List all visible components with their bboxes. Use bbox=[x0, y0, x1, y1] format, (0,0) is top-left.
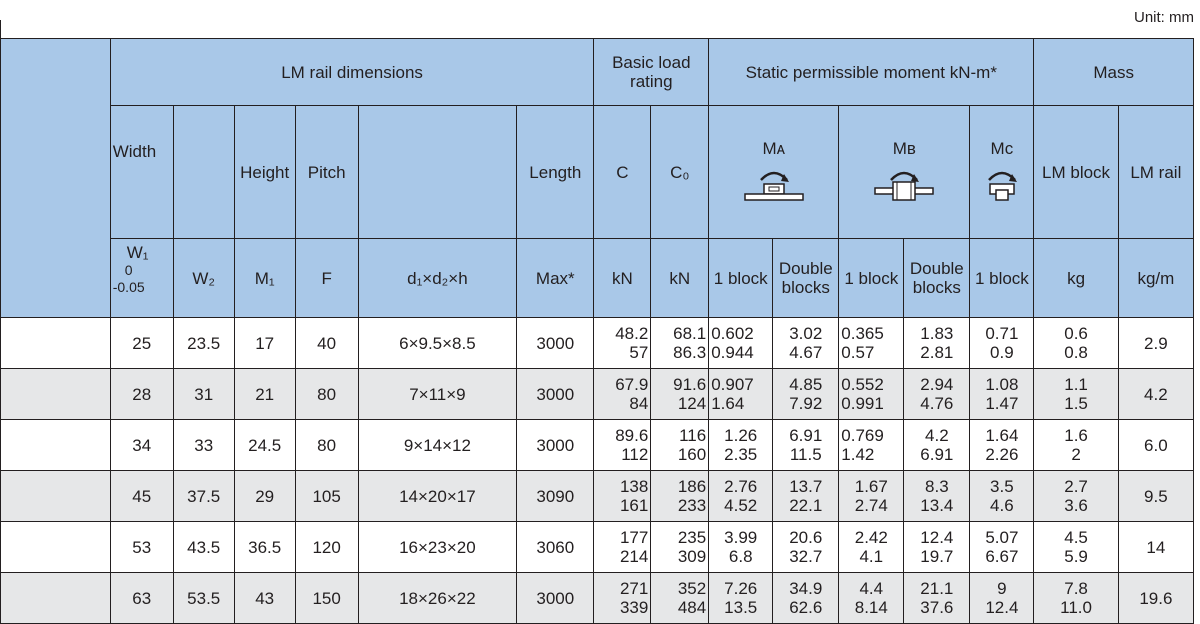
cell-mb2 bbox=[904, 318, 970, 369]
mc-label: Mᴄ bbox=[990, 138, 1014, 158]
header-static-moment: Static permissible moment kN-m* bbox=[709, 39, 1034, 106]
cell-c bbox=[594, 522, 651, 573]
cell-m1: 21 bbox=[234, 369, 295, 420]
cell-w1: 34 bbox=[110, 420, 173, 471]
cell-ma1-2: 0.944 bbox=[711, 343, 754, 362]
cell-c0 bbox=[651, 471, 709, 522]
cell-ma1-2: 4.52 bbox=[724, 496, 758, 515]
cell-c0-1: 91.6 bbox=[673, 375, 707, 394]
cell-mb1-1: 0.769 bbox=[841, 426, 884, 445]
cell-mc1-2: 4.6 bbox=[990, 496, 1014, 515]
header-ma bbox=[709, 106, 839, 239]
w1-symbol: W₁ bbox=[126, 243, 149, 262]
cell-f: 150 bbox=[295, 573, 358, 624]
header-mb-one-block: 1 block bbox=[839, 239, 904, 318]
cell-ma1 bbox=[709, 471, 773, 522]
cell-kg-1: 1.1 bbox=[1064, 375, 1088, 394]
cell-ma1-2: 1.64 bbox=[711, 394, 745, 413]
cell-kgm: 14 bbox=[1118, 522, 1193, 573]
cell-mb2-2: 6.91 bbox=[920, 445, 954, 464]
cell-f: 80 bbox=[295, 420, 358, 471]
cell-m1: 43 bbox=[234, 573, 295, 624]
cell-c-2: 57 bbox=[629, 343, 649, 362]
cell-ma2-2: 4.67 bbox=[789, 343, 823, 362]
cell-mb1 bbox=[839, 522, 904, 573]
cell-kg-2: 3.6 bbox=[1064, 496, 1088, 515]
cell-mb1-1: 1.67 bbox=[854, 477, 888, 496]
header-kn-2: kN bbox=[651, 239, 709, 318]
header-length: Length bbox=[517, 106, 594, 239]
cell-ma1-2: 2.35 bbox=[724, 445, 758, 464]
moment-pitch-icon bbox=[869, 160, 939, 206]
cell-mb1 bbox=[839, 573, 904, 624]
cell-f: 120 bbox=[295, 522, 358, 573]
cell-mb2-1: 21.1 bbox=[920, 579, 954, 598]
cell-mc1 bbox=[970, 573, 1034, 624]
cell-d: 18×26×22 bbox=[358, 573, 517, 624]
cell-max: 3000 bbox=[517, 573, 594, 624]
cell-c0-2: 233 bbox=[677, 496, 707, 515]
cell-mb2-1: 2.94 bbox=[920, 375, 954, 394]
cell-kg-2: 1.5 bbox=[1064, 394, 1088, 413]
cell-c-1: 271 bbox=[619, 579, 649, 598]
cell-c0-1: 235 bbox=[677, 528, 707, 547]
cell-c-1: 177 bbox=[619, 528, 649, 547]
cell-w2: 53.5 bbox=[173, 573, 234, 624]
moment-roll-icon bbox=[739, 160, 809, 206]
header-pitch: Pitch bbox=[295, 106, 358, 239]
cell-d: 14×20×17 bbox=[358, 471, 517, 522]
cell-max: 3000 bbox=[517, 369, 594, 420]
cell-kg bbox=[1034, 573, 1118, 624]
cell-mc1 bbox=[970, 522, 1034, 573]
cell-ma2-1: 34.9 bbox=[789, 579, 823, 598]
cell-kg-2: 5.9 bbox=[1064, 547, 1088, 566]
cell-mb1 bbox=[839, 318, 904, 369]
cell-mb2 bbox=[904, 471, 970, 522]
cell-mc1-1: 1.64 bbox=[985, 426, 1019, 445]
cell-kg bbox=[1034, 318, 1118, 369]
cell-mb1-2: 2.74 bbox=[854, 496, 888, 515]
cell-c bbox=[594, 471, 651, 522]
header-w2-blank bbox=[173, 106, 234, 239]
cell-mb2-2: 4.76 bbox=[920, 394, 954, 413]
cell-w2: 37.5 bbox=[173, 471, 234, 522]
cell-mb2 bbox=[904, 369, 970, 420]
cell-kg bbox=[1034, 420, 1118, 471]
cell-c0-2: 309 bbox=[677, 547, 707, 566]
cell-c0-1: 352 bbox=[677, 579, 707, 598]
header-row-1 bbox=[1, 39, 1194, 106]
cell-w1: 25 bbox=[110, 318, 173, 369]
cell-ma1 bbox=[709, 522, 773, 573]
cell-mb1-1: 0.552 bbox=[841, 375, 884, 394]
cell-mb2-2: 2.81 bbox=[920, 343, 954, 362]
cell-c-2: 339 bbox=[619, 598, 649, 617]
cell-ma2-2: 7.92 bbox=[789, 394, 823, 413]
cell-kg-1: 4.5 bbox=[1064, 528, 1088, 547]
cell-c-2: 84 bbox=[629, 394, 649, 413]
header-w2: W₂ bbox=[173, 239, 234, 318]
cell-max: 3090 bbox=[517, 471, 594, 522]
cell-ma2-2: 22.1 bbox=[789, 496, 823, 515]
cell-c0-1: 186 bbox=[677, 477, 707, 496]
cell-mc1-1: 1.08 bbox=[985, 375, 1019, 394]
cell-mb1 bbox=[839, 369, 904, 420]
cell-mc1 bbox=[970, 471, 1034, 522]
cell-kgm: 9.5 bbox=[1118, 471, 1193, 522]
cell-c bbox=[594, 420, 651, 471]
header-c0: C₀ bbox=[651, 106, 709, 239]
cell-mb1-2: 1.42 bbox=[841, 445, 875, 464]
cell-mb1-1: 2.42 bbox=[854, 528, 888, 547]
cell-c-2: 161 bbox=[619, 496, 649, 515]
unit-label: Unit: mm bbox=[1134, 9, 1194, 26]
cell-mb1-2: 0.57 bbox=[841, 343, 875, 362]
cell-kg bbox=[1034, 522, 1118, 573]
cell-max: 3060 bbox=[517, 522, 594, 573]
cell-kg-1: 1.6 bbox=[1064, 426, 1088, 445]
cell-f: 80 bbox=[295, 369, 358, 420]
cell-ma2-1: 20.6 bbox=[789, 528, 823, 547]
cell-mb1-2: 8.14 bbox=[854, 598, 888, 617]
cell-w2: 31 bbox=[173, 369, 234, 420]
header-lm-rail: LM rail bbox=[1118, 106, 1193, 239]
header-basic-load-rating: Basic load rating bbox=[594, 39, 709, 106]
moment-yaw-icon bbox=[977, 160, 1027, 206]
cell-mc1-1: 0.71 bbox=[985, 324, 1019, 343]
cell-kg-2: 11.0 bbox=[1060, 598, 1092, 617]
cell-ma1-2: 13.5 bbox=[724, 598, 758, 617]
header-mc-one-block: 1 block bbox=[970, 239, 1034, 318]
cell-mc1-1: 5.07 bbox=[985, 528, 1019, 547]
cell-w1: 28 bbox=[110, 369, 173, 420]
cell-mc1-1: 9 bbox=[997, 579, 1007, 598]
cell-mb2-2: 19.7 bbox=[920, 547, 954, 566]
cell-w1: 63 bbox=[110, 573, 173, 624]
cell-ma1-1: 7.26 bbox=[724, 579, 758, 598]
header-mass: Mass bbox=[1034, 39, 1194, 106]
cell-kg-1: 2.7 bbox=[1064, 477, 1088, 496]
cell-c bbox=[594, 573, 651, 624]
cell-c0 bbox=[651, 420, 709, 471]
cell-c0-1: 116 bbox=[679, 426, 707, 445]
cell-mb1 bbox=[839, 471, 904, 522]
header-c: C bbox=[594, 106, 651, 239]
cell-mb1-2: 0.991 bbox=[841, 394, 884, 413]
w1-tol-bottom: -0.05 bbox=[112, 279, 145, 295]
cell-c0 bbox=[651, 522, 709, 573]
cell-m1: 29 bbox=[234, 471, 295, 522]
cell-c0 bbox=[651, 369, 709, 420]
cell-c0-1: 68.1 bbox=[673, 324, 707, 343]
cell-kg-2: 2 bbox=[1071, 445, 1081, 464]
cell-mc1-2: 1.47 bbox=[985, 394, 1019, 413]
header-mb-double-blocks: Double blocks bbox=[904, 239, 970, 318]
cell-ma2 bbox=[773, 420, 839, 471]
cell-kgm: 6.0 bbox=[1118, 420, 1193, 471]
cell-kg-2: 0.8 bbox=[1064, 343, 1088, 362]
cell-c-1: 48.2 bbox=[615, 324, 649, 343]
cell-mb2-2: 13.4 bbox=[920, 496, 954, 515]
header-w1 bbox=[110, 239, 173, 318]
cell-ma2 bbox=[773, 573, 839, 624]
cell-ma1-2: 6.8 bbox=[728, 547, 753, 566]
header-ma-one-block: 1 block bbox=[709, 239, 773, 318]
cell-c0 bbox=[651, 318, 709, 369]
row-label-blank bbox=[1, 471, 111, 522]
cell-ma1-1: 0.907 bbox=[711, 375, 754, 394]
cell-kgm: 4.2 bbox=[1118, 369, 1193, 420]
cell-c0-2: 86.3 bbox=[673, 343, 707, 362]
row-label-blank bbox=[1, 318, 111, 369]
cell-max: 3000 bbox=[517, 318, 594, 369]
header-kg: kg bbox=[1034, 239, 1118, 318]
cell-mb2-2: 37.6 bbox=[920, 598, 954, 617]
cell-ma1 bbox=[709, 318, 773, 369]
header-f: F bbox=[295, 239, 358, 318]
cell-ma2-1: 13.7 bbox=[789, 477, 823, 496]
cell-c bbox=[594, 318, 651, 369]
cell-d: 6×9.5×8.5 bbox=[358, 318, 517, 369]
header-d: d₁×d₂×h bbox=[358, 239, 517, 318]
cell-c0-2: 160 bbox=[677, 445, 707, 464]
header-row-3 bbox=[1, 239, 1194, 318]
cell-max: 3000 bbox=[517, 420, 594, 471]
header-row-2 bbox=[1, 106, 1194, 239]
cell-c-1: 138 bbox=[619, 477, 649, 496]
cell-ma1-1: 3.99 bbox=[724, 528, 758, 547]
cell-m1: 24.5 bbox=[234, 420, 295, 471]
cell-m1: 17 bbox=[234, 318, 295, 369]
table-row bbox=[1, 573, 1194, 624]
cell-mb2 bbox=[904, 420, 970, 471]
table-row bbox=[1, 471, 1194, 522]
cell-mb2-1: 12.4 bbox=[920, 528, 954, 547]
cell-mb1 bbox=[839, 420, 904, 471]
cell-f: 40 bbox=[295, 318, 358, 369]
cell-ma2-2: 32.7 bbox=[789, 547, 823, 566]
cell-ma1-1: 2.76 bbox=[724, 477, 758, 496]
cell-w1: 53 bbox=[110, 522, 173, 573]
cell-ma2 bbox=[773, 318, 839, 369]
cell-ma2-2: 62.6 bbox=[789, 598, 823, 617]
header-lm-block: LM block bbox=[1034, 106, 1118, 239]
cell-mc1 bbox=[970, 318, 1034, 369]
cell-w2: 33 bbox=[173, 420, 234, 471]
header-m1: M₁ bbox=[234, 239, 295, 318]
header-height: Height bbox=[234, 106, 295, 239]
header-d-blank bbox=[358, 106, 517, 239]
w1-tol-top: 0 bbox=[124, 262, 133, 278]
cell-w2: 43.5 bbox=[173, 522, 234, 573]
ma-label: Mᴀ bbox=[762, 138, 786, 158]
table-row bbox=[1, 318, 1194, 369]
cell-mb2 bbox=[904, 522, 970, 573]
cell-ma1 bbox=[709, 420, 773, 471]
header-kgm: kg/m bbox=[1118, 239, 1193, 318]
header-lm-rail-dimensions: LM rail dimensions bbox=[110, 39, 594, 106]
cell-mc1 bbox=[970, 420, 1034, 471]
cell-kg-1: 7.8 bbox=[1064, 579, 1088, 598]
mb-label: Mʙ bbox=[892, 138, 916, 158]
cell-ma2-1: 4.85 bbox=[789, 375, 823, 394]
header-max: Max* bbox=[517, 239, 594, 318]
cell-ma1 bbox=[709, 369, 773, 420]
cell-c-1: 67.9 bbox=[615, 375, 649, 394]
cell-d: 16×23×20 bbox=[358, 522, 517, 573]
cell-m1: 36.5 bbox=[234, 522, 295, 573]
cell-mb2-1: 4.2 bbox=[925, 426, 949, 445]
cell-c-2: 112 bbox=[621, 445, 649, 464]
cell-mb1-1: 4.4 bbox=[859, 579, 884, 598]
cell-mc1-2: 6.67 bbox=[985, 547, 1019, 566]
table-row bbox=[1, 522, 1194, 573]
header-blank bbox=[1, 39, 111, 318]
cell-ma2 bbox=[773, 369, 839, 420]
cell-c0-2: 484 bbox=[677, 598, 707, 617]
header-mc bbox=[970, 106, 1034, 239]
cell-d: 7×11×9 bbox=[358, 369, 517, 420]
row-label-blank bbox=[1, 420, 111, 471]
row-label-blank bbox=[1, 573, 111, 624]
cell-ma1-1: 1.26 bbox=[724, 426, 758, 445]
cell-w2: 23.5 bbox=[173, 318, 234, 369]
cell-ma2-1: 3.02 bbox=[789, 324, 823, 343]
cell-ma1-1: 0.602 bbox=[711, 324, 754, 343]
cell-mc1-2: 12.4 bbox=[985, 598, 1019, 617]
cell-mc1-2: 0.9 bbox=[990, 343, 1014, 362]
cell-c0-2: 124 bbox=[677, 394, 707, 413]
cell-w1: 45 bbox=[110, 471, 173, 522]
table-row bbox=[1, 420, 1194, 471]
cell-c bbox=[594, 369, 651, 420]
cell-ma2 bbox=[773, 522, 839, 573]
cell-kg bbox=[1034, 369, 1118, 420]
cell-ma2 bbox=[773, 471, 839, 522]
cell-d: 9×14×12 bbox=[358, 420, 517, 471]
header-mb bbox=[839, 106, 970, 239]
cell-mb2-1: 1.83 bbox=[920, 324, 954, 343]
cell-ma1 bbox=[709, 573, 773, 624]
cell-kgm: 2.9 bbox=[1118, 318, 1193, 369]
cell-mc1 bbox=[970, 369, 1034, 420]
cell-mc1-2: 2.26 bbox=[985, 445, 1019, 464]
cell-mb2 bbox=[904, 573, 970, 624]
spec-table bbox=[0, 38, 1194, 624]
table-row bbox=[1, 369, 1194, 420]
cell-c-2: 214 bbox=[619, 547, 649, 566]
cell-kg bbox=[1034, 471, 1118, 522]
cell-kgm: 19.6 bbox=[1118, 573, 1193, 624]
cell-ma2-2: 11.5 bbox=[789, 445, 822, 464]
cell-mc1-1: 3.5 bbox=[990, 477, 1014, 496]
cell-mb2-1: 8.3 bbox=[925, 477, 949, 496]
cell-mb1-1: 0.365 bbox=[841, 324, 884, 343]
row-label-blank bbox=[1, 369, 111, 420]
cell-kg-1: 0.6 bbox=[1064, 324, 1088, 343]
row-label-blank bbox=[1, 522, 111, 573]
header-kn-1: kN bbox=[594, 239, 651, 318]
cell-ma2-1: 6.91 bbox=[789, 426, 823, 445]
header-width: Width bbox=[110, 106, 173, 239]
cell-f: 105 bbox=[295, 471, 358, 522]
cell-c0 bbox=[651, 573, 709, 624]
header-ma-double-blocks: Double blocks bbox=[773, 239, 839, 318]
cell-mb1-2: 4.1 bbox=[859, 547, 884, 566]
cell-c-1: 89.6 bbox=[615, 426, 649, 445]
